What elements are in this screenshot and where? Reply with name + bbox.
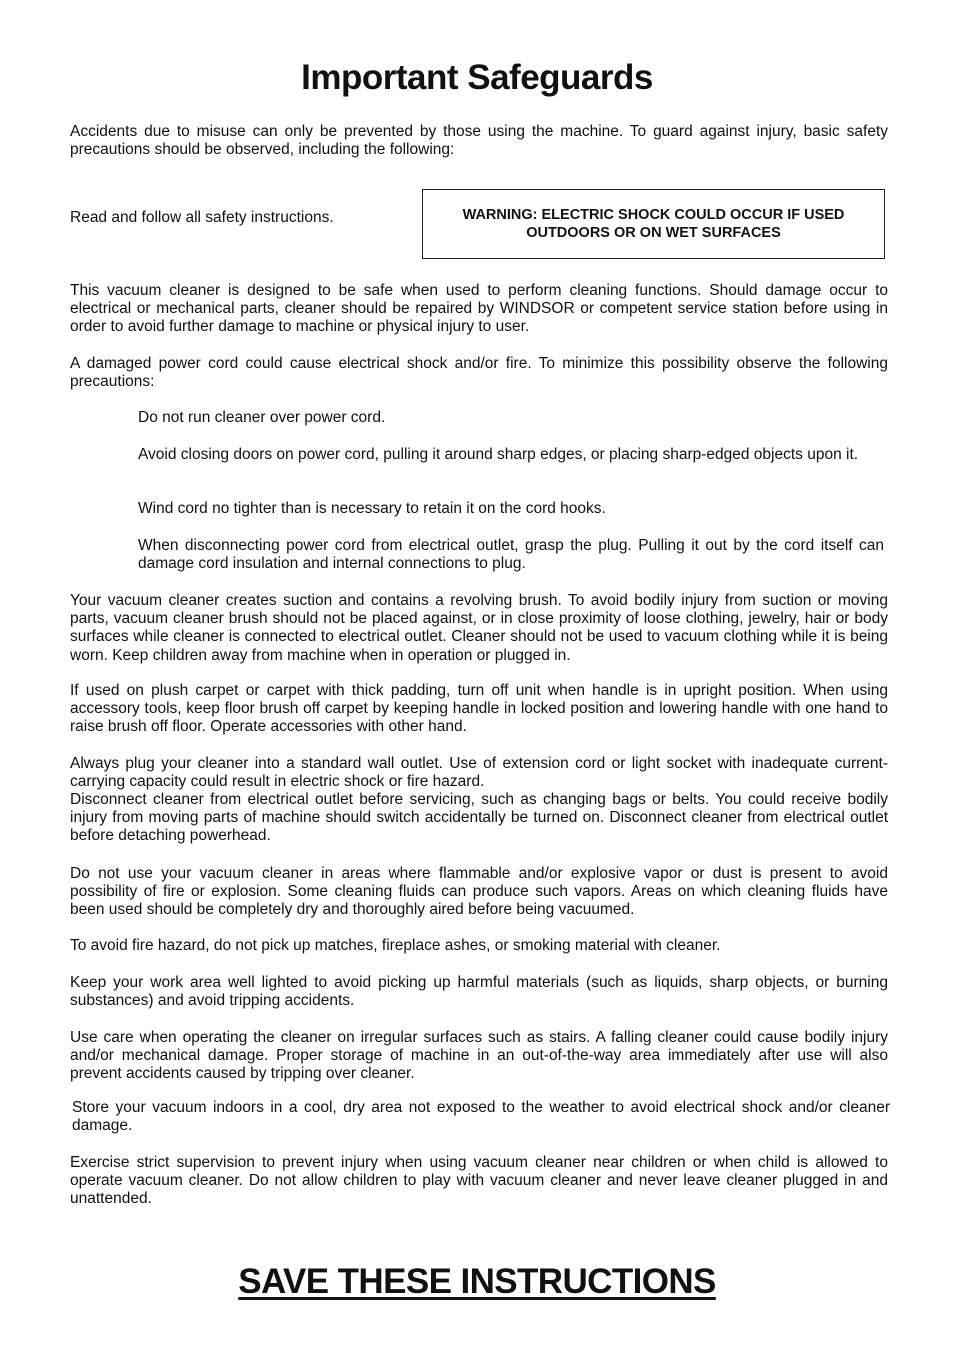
save-instructions-footer [0,1262,954,1302]
suction-paragraph: Your vacuum cleaner creates suction and contains a revolving brush. To avoid bodily injury from suction or moving parts, vacuum cleaner brush should not be placed against, or in close proximity of loose clothing, jewelry, hair or body surfaces while cleaner is connected to electrical outlet. Cleaner should not be used to vacuum clothing while it is being worn. Keep children away from machine when in operation or plugged in. [70,592,888,664]
flammable-paragraph: Do not use your vacuum cleaner in areas where flammable and/or explosive vapor or dust is present to avoid possibility of fire or explosion. Some cleaning fluids can produce such vapors. Areas on which cleaning fluids have been used should be completely dry and thoroughly aired before being vacuumed. [70,865,888,919]
wall-outlet-paragraph: Always plug your cleaner into a standard wall outlet. Use of extension cord or light socket with inadequate current-carrying capacity could result in electric shock or fire hazard. [70,755,888,791]
disconnect-paragraph: Disconnect cleaner from electrical outlet before servicing, such as changing bags or belts. You could receive bodily injury from moving parts of machine should switch accidentally be turned on. Disconnect cleaner from electrical outlet before detaching powerhead. [70,791,888,845]
save-instructions-text: SAVE THESE INSTRUCTIONS [238,1262,716,1301]
cord-precaution-1: Do not run cleaner over power cord. [138,409,386,426]
storage-paragraph: Store your vacuum indoors in a cool, dry area not exposed to the weather to avoid electrical shock and/or cleaner damage. [72,1099,890,1135]
read-follow-instruction: Read and follow all safety instructions. [70,209,334,226]
plush-carpet-paragraph: If used on plush carpet or carpet with thick padding, turn off unit when handle is in upright position. When using accessory tools, keep floor brush off carpet by keeping handle in locked position and lowering handle with one hand to raise brush off floor. Operate accessories with other hand. [70,682,888,736]
warning-line-1: WARNING: ELECTRIC SHOCK COULD OCCUR IF USED [462,207,845,223]
cord-precaution-4: When disconnecting power cord from electrical outlet, grasp the plug. Pulling it out by the cord itself can damage cord insulation and internal connections to plug. [138,537,884,573]
warning-box [422,189,885,259]
cord-precaution-2: Avoid closing doors on power cord, pulling it around sharp edges, or placing sharp-edged objects upon it. [138,446,859,463]
cord-precaution-3: Wind cord no tighter than is necessary to retain it on the cord hooks. [138,500,606,517]
page-title: Important Safeguards [301,58,653,97]
intro-paragraph: Accidents due to misuse can only be prevented by those using the machine. To guard against injury, basic safety precautions should be observed, including the following: [70,123,888,159]
warning-text [434,206,874,242]
lighting-paragraph: Keep your work area well lighted to avoid picking up harmful materials (such as liquids, sharp objects, or burning substances) and avoid tripping accidents. [70,974,888,1010]
children-paragraph: Exercise strict supervision to prevent injury when using vacuum cleaner near children or when child is allowed to operate vacuum cleaner. Do not allow children to play with vacuum cleaner and never leave cleaner plugged in and unattended. [70,1154,888,1208]
warning-line-2: OUTDOORS OR ON WET SURFACES [526,225,781,241]
stairs-paragraph: Use care when operating the cleaner on irregular surfaces such as stairs. A falling cleaner could cause bodily injury and/or mechanical damage. Proper storage of machine in an out-of-the-way area immediately after use will also prevent accidents caused by tripping over cleaner. [70,1029,888,1083]
damaged-cord-paragraph: A damaged power cord could cause electrical shock and/or fire. To minimize this possibility observe the following precautions: [70,355,888,391]
fire-hazard-paragraph: To avoid fire hazard, do not pick up matches, fireplace ashes, or smoking material with cleaner. [70,937,721,954]
design-paragraph: This vacuum cleaner is designed to be safe when used to perform cleaning functions. Should damage occur to electrical or mechanical parts, cleaner should be repaired by WINDSOR or competent service station before using in order to avoid further damage to machine or physical injury to user. [70,282,888,336]
